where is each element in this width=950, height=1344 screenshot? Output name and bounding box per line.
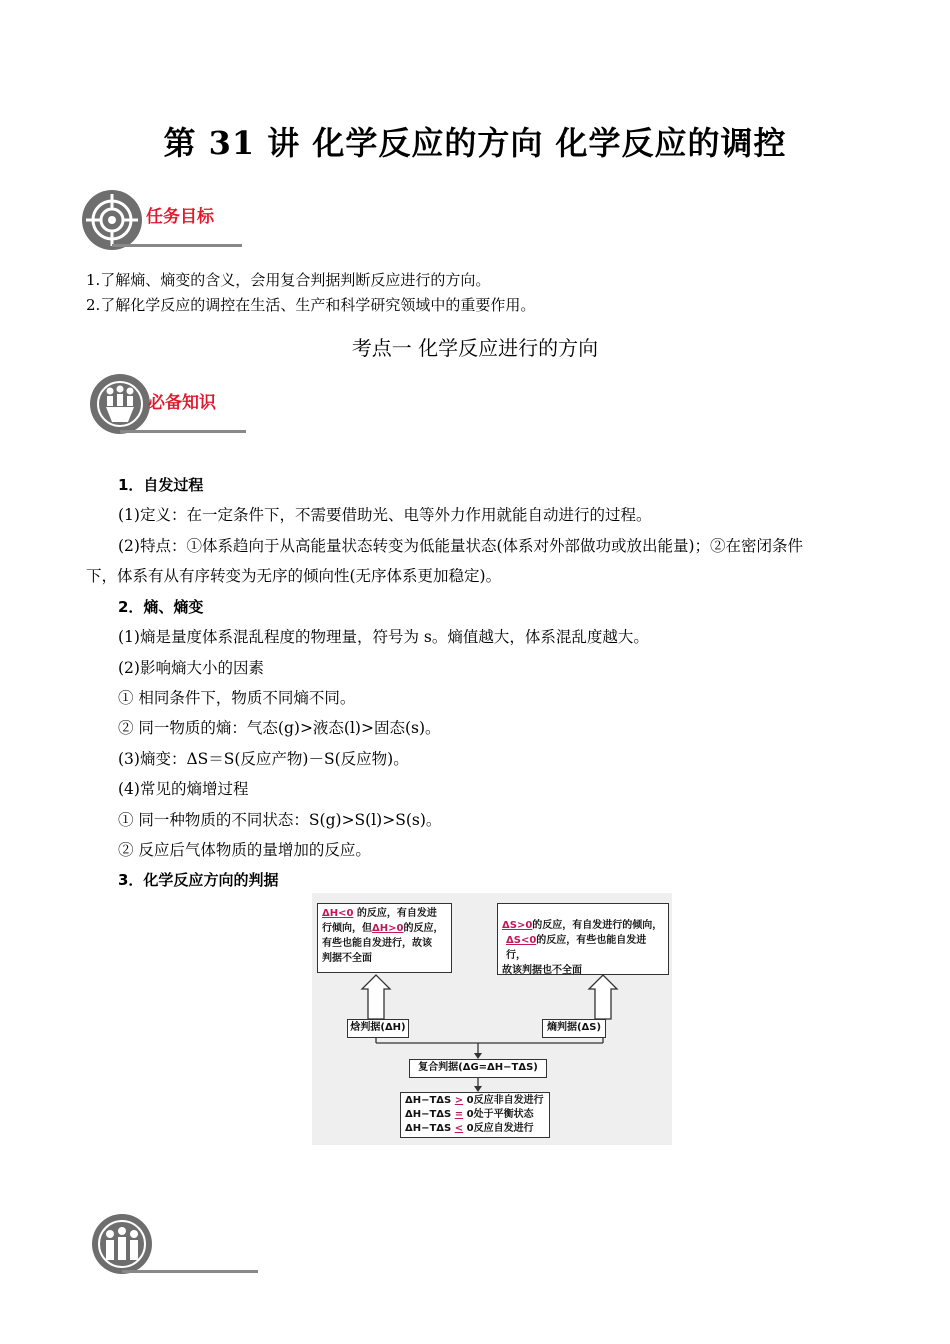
group-people-icon (90, 374, 150, 434)
objective-item-1: 1.了解熵、熵变的含义，会用复合判据判断反应进行的方向。 (86, 271, 491, 289)
knowledge-section-header (90, 374, 260, 438)
paragraph: (1)定义：在一定条件下，不需要借助光、电等外力作用就能自动进行的过程。 (118, 506, 652, 524)
criteria-diagram (312, 893, 672, 1145)
page-title: 第 31 讲 化学反应的方向 化学反应的调控 (163, 124, 787, 162)
red-term: ΔS<0 (506, 935, 537, 946)
team-icon (92, 1214, 152, 1274)
box-text: 的反应，有自发进 (353, 908, 437, 919)
box-text: 故该判据也不全面 (502, 965, 582, 976)
heading-spontaneous-process: 1．自发过程 (118, 476, 204, 494)
paragraph: (2)特点：①体系趋向于从高能量状态转变为低能量状态(体系对外部做功或放出能量)；②在密闭条件 (118, 537, 804, 555)
result-row: ΔH−TΔS > 0反应非自发进行 (405, 1095, 544, 1106)
section-divider (122, 1270, 258, 1273)
next-section-header (92, 1214, 262, 1278)
enthalpy-criterion-box: 焓判据(ΔH) (347, 1019, 409, 1038)
paragraph: ② 同一物质的熵：气态(g)>液态(l)>固态(s)。 (118, 719, 441, 737)
box-text: 的反应，有些也能自发进行， (506, 935, 647, 961)
red-term: ΔH>0 (372, 923, 404, 934)
paragraph: ② 反应后气体物质的量增加的反应。 (118, 841, 371, 859)
target-icon (82, 190, 142, 250)
entropy-criterion-box: 熵判据(ΔS) (542, 1019, 606, 1038)
exam-point-title: 考点一 化学反应进行的方向 (351, 336, 599, 360)
paragraph: 下，体系有从有序转变为无序的倾向性(无序体系更加稳定)。 (86, 567, 502, 585)
box-text: 的反应，有自发进行的倾向， (532, 920, 663, 931)
red-term: ΔS>0 (502, 920, 533, 931)
paragraph: (3)熵变：ΔS＝S(反应产物)－S(反应物)。 (118, 750, 409, 768)
result-box (400, 1092, 550, 1138)
section-divider (120, 430, 246, 433)
section-divider (112, 244, 242, 247)
result-row: ΔH−TΔS = 0处于平衡状态 (405, 1109, 534, 1120)
red-term: ΔH<0 (322, 908, 354, 919)
enthalpy-note-box (317, 903, 452, 973)
entropy-note-box (497, 903, 669, 975)
heading-entropy: 2．熵、熵变 (118, 598, 204, 616)
box-text: 的反应， (403, 923, 444, 934)
paragraph: (2)影响熵大小的因素 (118, 659, 264, 677)
objective-item-2: 2.了解化学反应的调控在生活、生产和科学研究领域中的重要作用。 (86, 296, 536, 314)
box-text: 判据不全面 (322, 953, 372, 964)
knowledge-section-label: 必备知识 (148, 393, 216, 413)
paragraph: ① 同一种物质的不同状态：S(g)>S(l)>S(s)。 (118, 811, 442, 829)
target-section-label: 任务目标 (146, 207, 214, 227)
composite-criterion-box: 复合判据(ΔG=ΔH−TΔS) (409, 1059, 547, 1078)
box-text: 有些也能自发进行，故该 (322, 938, 432, 949)
paragraph: ① 相同条件下，物质不同熵不同。 (118, 689, 356, 707)
heading-direction-criteria: 3．化学反应方向的判据 (118, 871, 279, 889)
paragraph: (4)常见的熵增过程 (118, 780, 249, 798)
paragraph: (1)熵是量度体系混乱程度的物理量，符号为 s。熵值越大，体系混乱度越大。 (118, 628, 649, 646)
target-section-header (82, 190, 252, 252)
result-row: ΔH−TΔS < 0反应自发进行 (405, 1123, 534, 1134)
box-text: 行倾向，但 (322, 923, 372, 934)
